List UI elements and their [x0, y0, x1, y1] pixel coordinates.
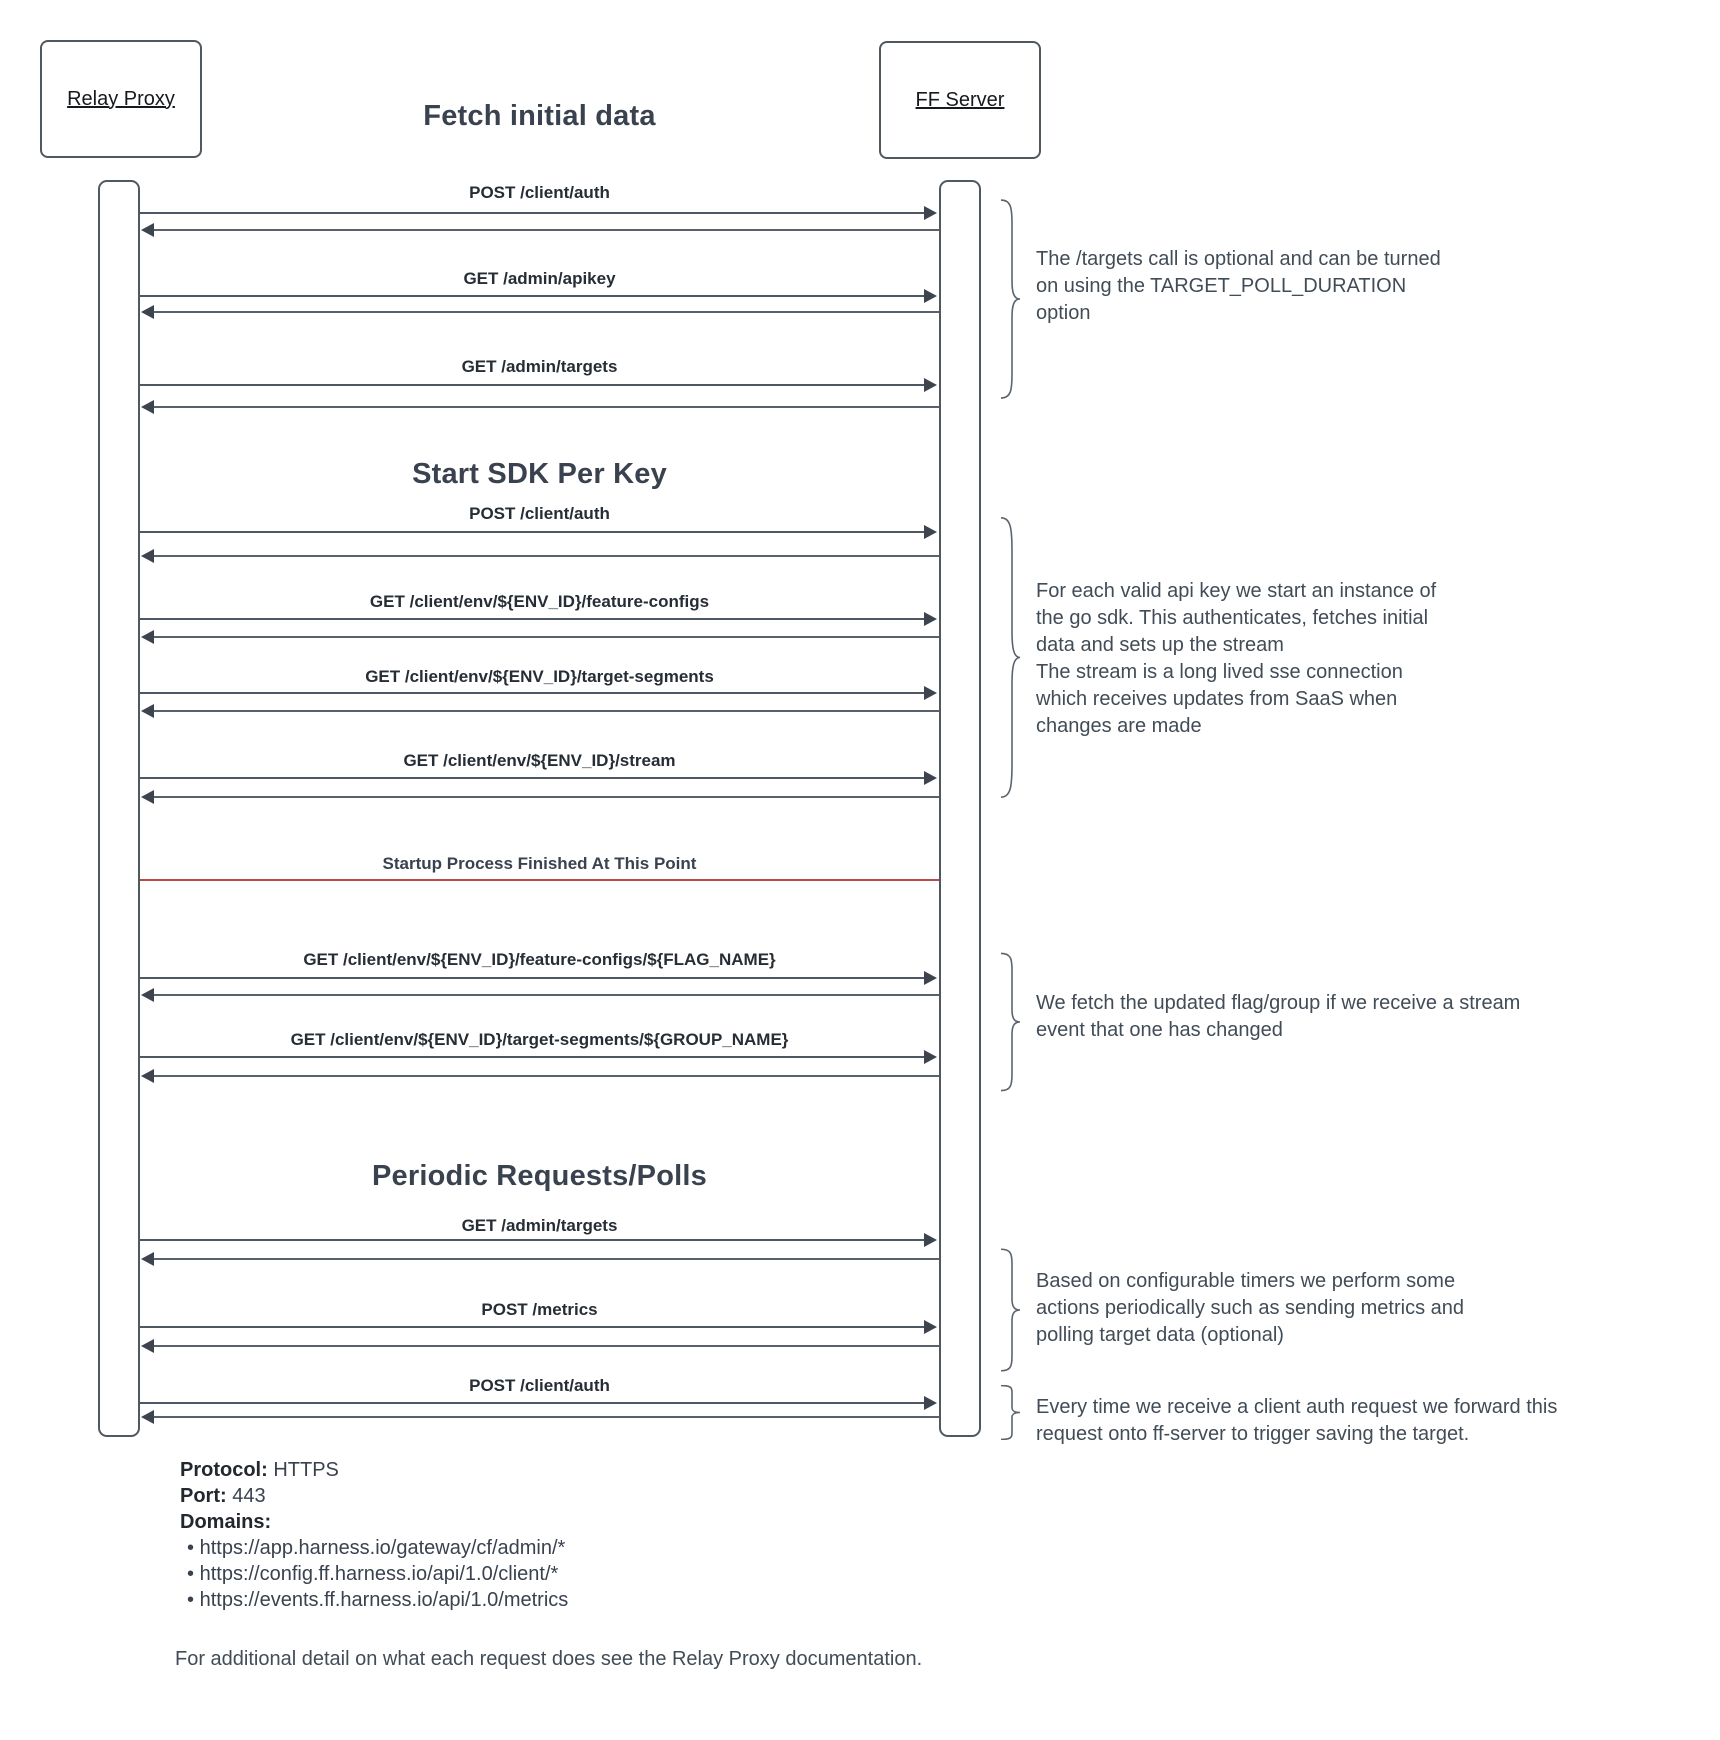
bullet-icon: •	[187, 1589, 195, 1611]
annotation-brace	[999, 198, 1021, 400]
response-arrowhead-icon	[141, 223, 154, 237]
request-arrow	[140, 692, 924, 694]
request-arrowhead-icon	[924, 612, 937, 626]
request-arrowhead-icon	[924, 525, 937, 539]
request-arrowhead-icon	[924, 771, 937, 785]
message-label: GET /client/env/${ENV_ID}/feature-configs/${FLAG_NAME}	[298, 950, 780, 969]
footer-domains-heading: Domains:	[180, 1511, 272, 1533]
annotation-text: For each valid api key we start an instance of the go sdk. This authenticates, fetches initial data and sets up the stream The stream is a long lived sse connection which receives updates from SaaS when changes are made	[1036, 580, 1437, 737]
response-arrow	[154, 1075, 939, 1077]
ff-server-lifeline	[939, 180, 981, 1437]
request-arrow	[140, 384, 924, 386]
annotation-text: We fetch the updated flag/group if we receive a stream event that one has changed	[1036, 992, 1521, 1041]
request-arrow	[140, 618, 924, 620]
response-arrow	[154, 796, 939, 798]
response-arrow	[154, 406, 939, 408]
relay-proxy-label: Relay Proxy	[67, 87, 175, 110]
relay-proxy-actor	[40, 40, 202, 158]
request-arrow	[140, 1326, 924, 1328]
request-arrow	[140, 212, 924, 214]
response-arrowhead-icon	[141, 1410, 154, 1424]
annotation-brace	[999, 1248, 1021, 1372]
relay-proxy-lifeline	[98, 180, 140, 1437]
connection-info	[180, 1457, 568, 1613]
response-arrow	[154, 311, 939, 313]
ff-server-label: FF Server	[915, 88, 1005, 111]
response-arrowhead-icon	[141, 704, 154, 718]
message-label: POST /client/auth	[464, 504, 615, 523]
footer-port: Port: 443	[180, 1485, 266, 1507]
response-arrowhead-icon	[141, 400, 154, 414]
request-arrow	[140, 1056, 924, 1058]
message-label: GET /client/env/${ENV_ID}/feature-configs	[365, 592, 714, 611]
request-arrowhead-icon	[924, 206, 937, 220]
response-arrow	[154, 994, 939, 996]
request-arrowhead-icon	[924, 1320, 937, 1334]
footer-domain-item: • https://config.ff.harness.io/api/1.0/client/*	[187, 1563, 559, 1585]
annotation-text: The /targets call is optional and can be turned on using the TARGET_POLL_DURATION option	[1036, 248, 1441, 324]
response-arrowhead-icon	[141, 1252, 154, 1266]
response-arrow	[154, 1258, 939, 1260]
response-arrowhead-icon	[141, 549, 154, 563]
message-label: GET /admin/apikey	[458, 269, 620, 288]
footer-domain-item: • https://events.ff.harness.io/api/1.0/metrics	[187, 1589, 569, 1611]
response-arrow	[154, 555, 939, 557]
request-arrow	[140, 295, 924, 297]
response-arrow	[154, 1416, 939, 1418]
section-title-periodic-requests: Periodic Requests/Polls	[372, 1160, 707, 1192]
message-label: GET /admin/targets	[457, 357, 623, 376]
request-arrowhead-icon	[924, 971, 937, 985]
response-arrow	[154, 636, 939, 638]
annotation-text: Based on configurable timers we perform some actions periodically such as sending metrics and polling target data (optional)	[1036, 1270, 1464, 1346]
message-label: POST /metrics	[476, 1300, 602, 1319]
request-arrow	[140, 1402, 924, 1404]
response-arrow	[154, 229, 939, 231]
response-arrowhead-icon	[141, 1339, 154, 1353]
message-label: POST /client/auth	[464, 1376, 615, 1395]
response-arrowhead-icon	[141, 630, 154, 644]
message-label: GET /client/env/${ENV_ID}/target-segments	[360, 667, 719, 686]
response-arrow	[154, 710, 939, 712]
message-label: GET /client/env/${ENV_ID}/target-segments/${GROUP_NAME}	[286, 1030, 794, 1049]
request-arrow	[140, 1239, 924, 1241]
request-arrowhead-icon	[924, 1233, 937, 1247]
annotation-brace	[999, 515, 1021, 800]
documentation-note: For additional detail on what each request does see the Relay Proxy documentation.	[175, 1648, 923, 1670]
bullet-icon: •	[187, 1537, 195, 1559]
footer-domain-item: • https://app.harness.io/gateway/cf/admin/*	[187, 1537, 566, 1559]
request-arrowhead-icon	[924, 686, 937, 700]
startup-divider-line	[140, 879, 939, 881]
message-label: GET /admin/targets	[457, 1216, 623, 1235]
request-arrow	[140, 977, 924, 979]
response-arrowhead-icon	[141, 988, 154, 1002]
section-title-start-sdk-per-key: Start SDK Per Key	[412, 458, 667, 490]
request-arrowhead-icon	[924, 289, 937, 303]
response-arrowhead-icon	[141, 790, 154, 804]
request-arrowhead-icon	[924, 1050, 937, 1064]
message-label: POST /client/auth	[464, 183, 615, 202]
response-arrowhead-icon	[141, 1069, 154, 1083]
startup-divider-label: Startup Process Finished At This Point	[382, 854, 697, 873]
annotation-text: Every time we receive a client auth request we forward this request onto ff-server to trigger saving the target.	[1036, 1396, 1558, 1445]
message-label: GET /client/env/${ENV_ID}/stream	[398, 751, 680, 770]
request-arrowhead-icon	[924, 378, 937, 392]
annotation-brace	[999, 1385, 1021, 1440]
request-arrowhead-icon	[924, 1396, 937, 1410]
response-arrowhead-icon	[141, 305, 154, 319]
response-arrow	[154, 1345, 939, 1347]
section-title-fetch-initial-data: Fetch initial data	[423, 100, 656, 132]
annotation-brace	[999, 952, 1021, 1092]
request-arrow	[140, 777, 924, 779]
request-arrow	[140, 531, 924, 533]
bullet-icon: •	[187, 1563, 195, 1585]
footer-protocol: Protocol: HTTPS	[180, 1459, 339, 1481]
